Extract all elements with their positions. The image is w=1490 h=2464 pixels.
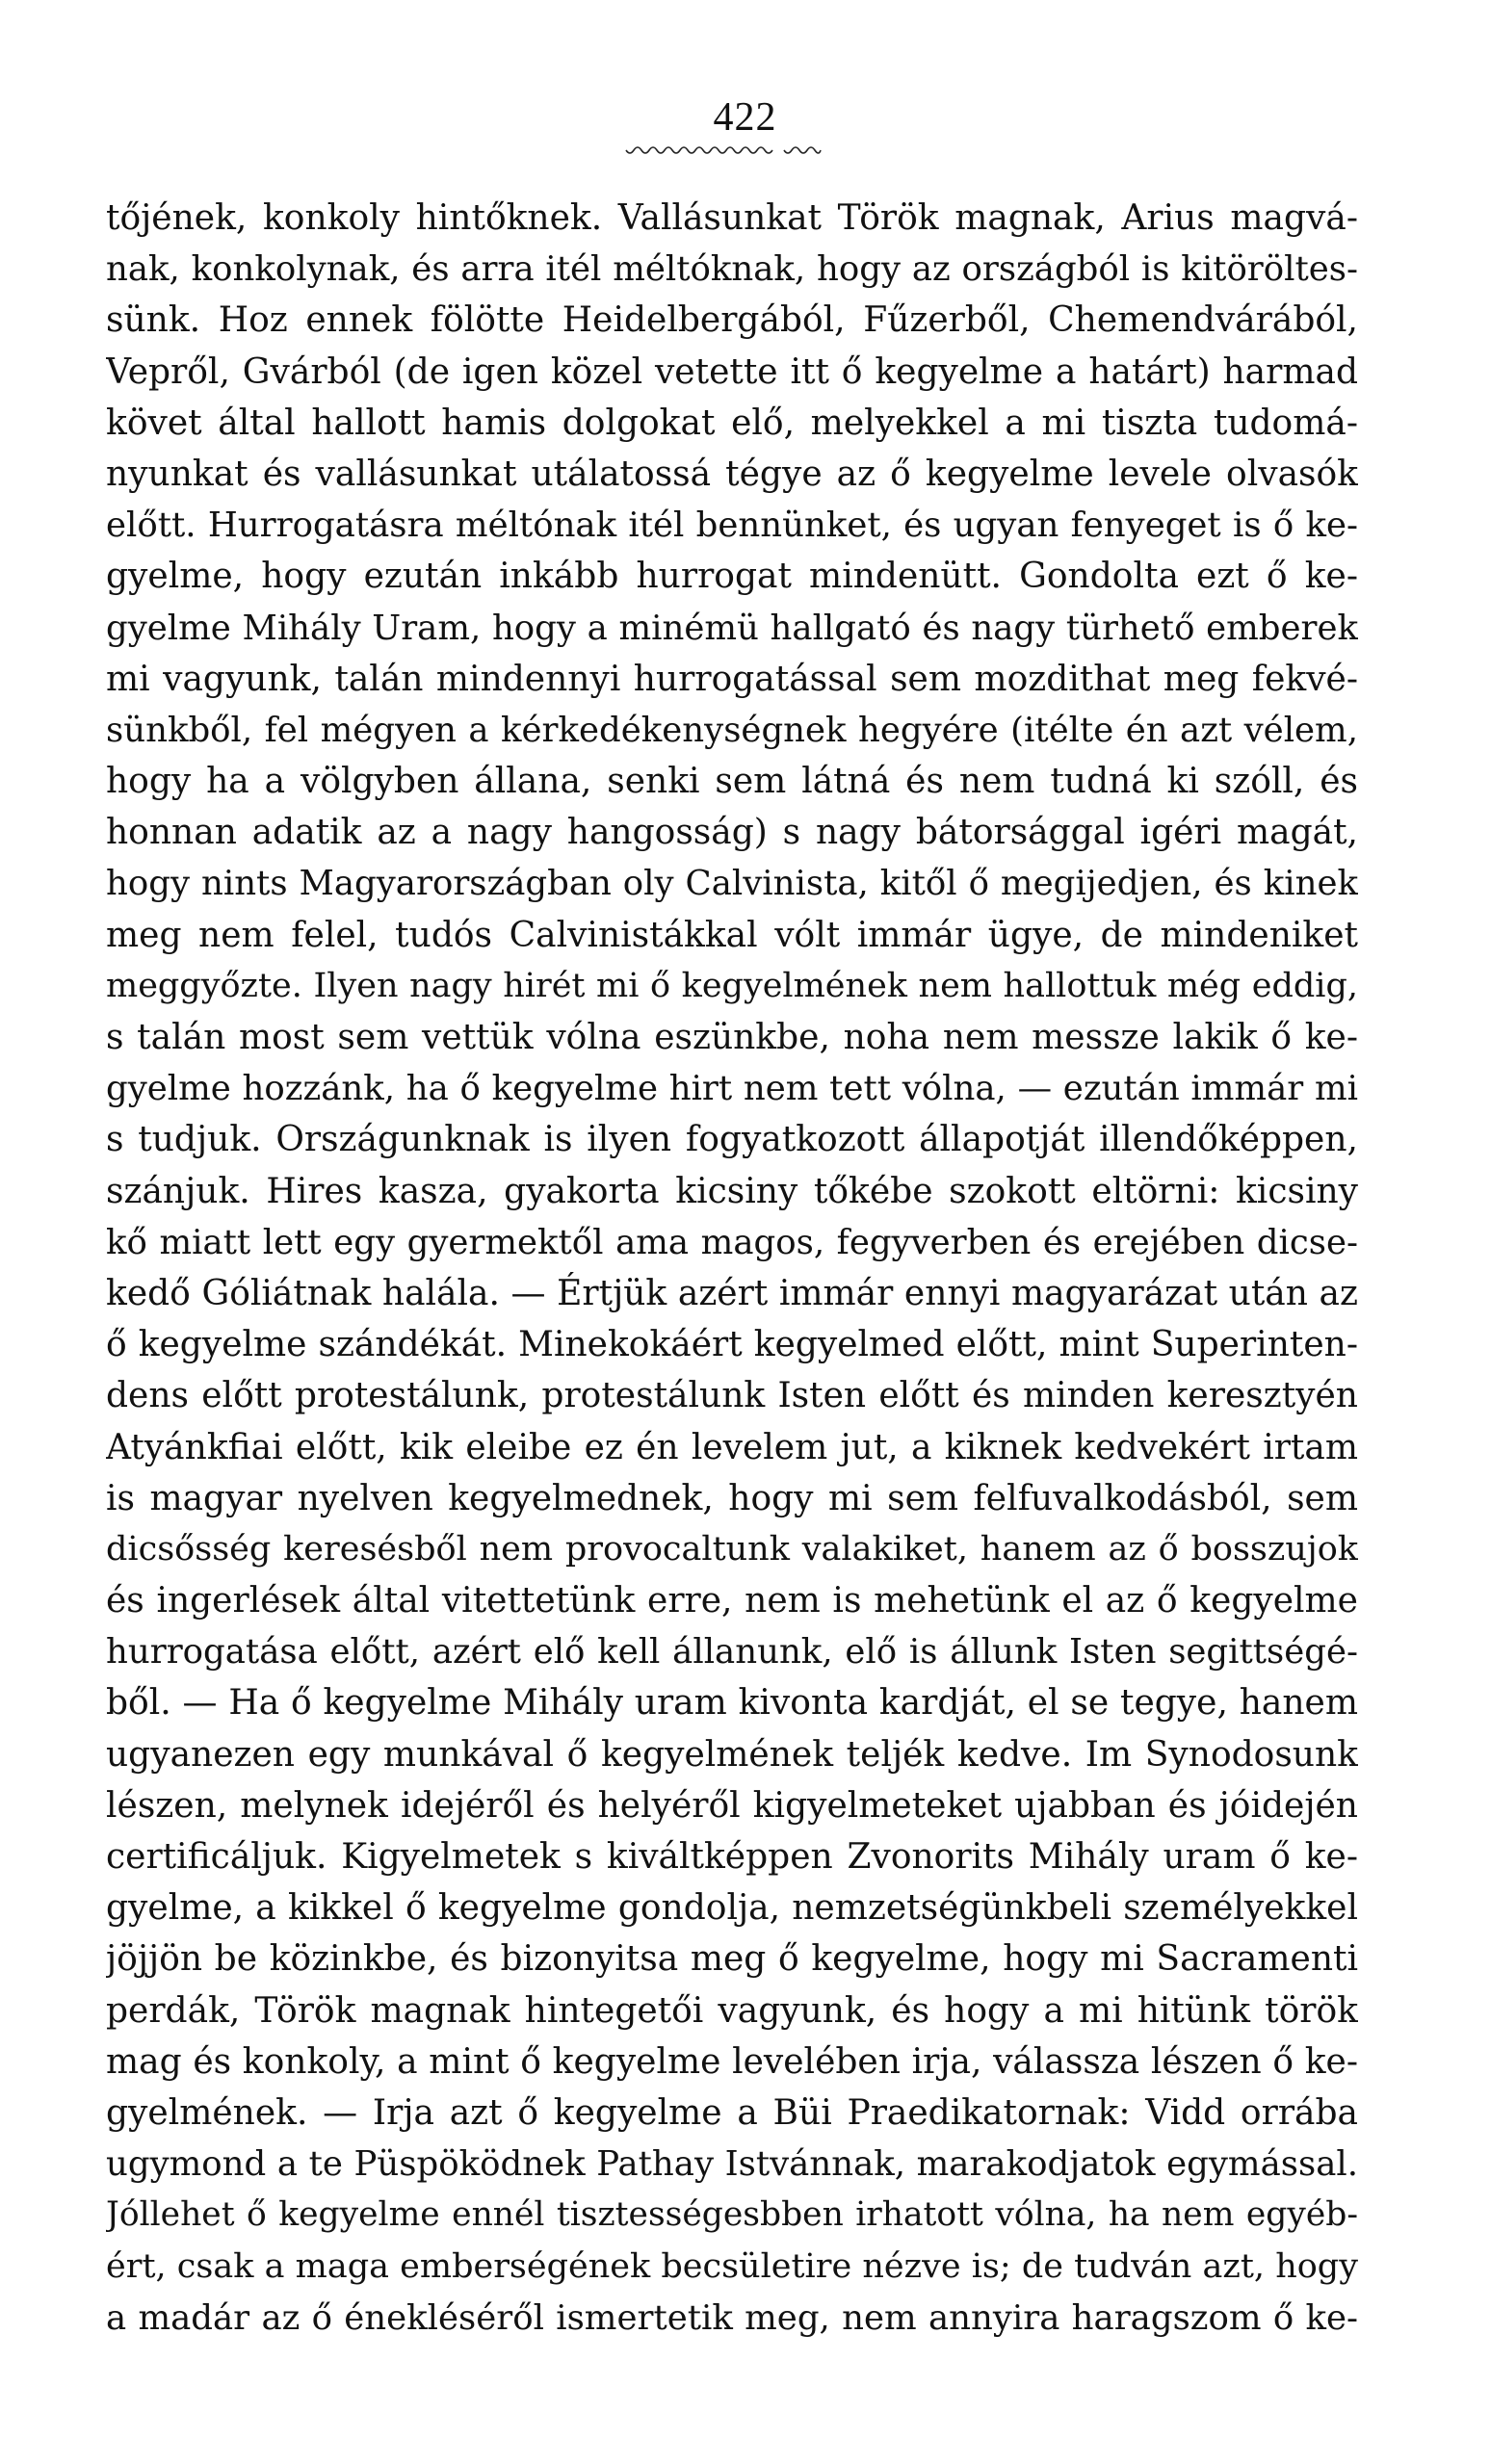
text-line: is magyar nyelven kegyelmednek, hogy mi sem felfuvalkodásból, sem xyxy=(106,1478,1358,1518)
text-line: hogy ha a völgyben állana, senki sem látná és nem tudná ki szóll, és xyxy=(106,762,1358,802)
text-line: szánjuk. Hires kasza, gyakorta kicsiny tőkébe szokott eltörni: kicsiny xyxy=(106,1171,1358,1211)
text-line: kő miatt lett egy gyermektől ama magos, fegyverben és erejében dicse- xyxy=(106,1222,1358,1262)
text-line: honnan adatik az a nagy hangosság) s nagy bátorsággal igéri magát, xyxy=(106,813,1358,853)
text-line: ugymond a te Püspöködnek Pathay Istvánnak, marakodjatok egymással. xyxy=(106,2144,1358,2185)
text-line: meggyőzte. Ilyen nagy hirét mi ő kegyelmének nem hallottuk még eddig, xyxy=(106,966,1358,1005)
page-number: 422 xyxy=(713,95,777,140)
text-line: certificáljuk. Kigyelmetek s kiváltképpen Zvonorits Mihály uram ő ke- xyxy=(106,1837,1358,1877)
text-line: ért, csak a maga emberségének becsületire nézve is; de tudván azt, hogy xyxy=(106,2246,1358,2286)
text-line: nyunkat és vallásunkat utálatossá tégye az ő kegyelme levele olvasók xyxy=(106,454,1358,494)
text-line: s talán most sem vettük vólna eszünkbe, noha nem messze lakik ő ke- xyxy=(106,1018,1358,1057)
text-line: Jóllehet ő kegyelme ennél tisztességesbben irhatott vólna, ha nem egyéb- xyxy=(106,2195,1358,2235)
text-line: tőjének, konkoly hintőknek. Vallásunkat Török magnak, Arius magvá- xyxy=(106,198,1358,238)
text-line: Atyánkfiai előtt, kik eleibe ez én levelem jut, a kiknek kedvekért irtam xyxy=(106,1427,1358,1467)
text-line: dicsősség keresésből nem provocaltunk valakiket, hanem az ő bosszujok xyxy=(106,1529,1358,1569)
text-line: s tudjuk. Országunknak is ilyen fogyatkozott állapotját illendőképpen, xyxy=(106,1120,1358,1160)
text-line: dens előtt protestálunk, protestálunk Isten előtt és minden keresztyén xyxy=(106,1376,1358,1416)
body-text xyxy=(106,193,1358,2344)
text-line: gyelme, hogy ezután inkább hurrogat mindenütt. Gondolta ezt ő ke- xyxy=(106,557,1358,597)
text-line: mag és konkoly, a mint ő kegyelme levelében irja, válassza lészen ő ke- xyxy=(106,2041,1358,2082)
text-line: és ingerlések által vitettetünk erre, nem is mehetünk el az ő kegyelme xyxy=(106,1581,1358,1621)
text-line: hogy nints Magyarországban oly Calvinista, kitől ő megijedjen, és kinek xyxy=(106,864,1358,904)
text-line: mi vagyunk, talán mindennyi hurrogatással sem mozdithat meg fekvé- xyxy=(106,659,1358,699)
text-line: sünkből, fel mégyen a kérkedékenységnek hegyére (itélte én azt vélem, xyxy=(106,710,1358,750)
text-line: perdák, Török magnak hintegetői vagyunk, és hogy a mi hitünk török xyxy=(106,1990,1358,2031)
text-line: gyelmének. — Irja azt ő kegyelme a Büi Praedikatornak: Vidd orrába xyxy=(106,2092,1358,2133)
text-line: előtt. Hurrogatásra méltónak itél bennünket, és ugyan fenyeget is ő ke- xyxy=(106,506,1358,546)
text-line: gyelme, a kikkel ő kegyelme gondolja, nemzetségünkbeli személyekkel xyxy=(106,1888,1358,1929)
text-line: kedő Góliátnak halála. — Értjük azért immár ennyi magyarázat után az xyxy=(106,1273,1358,1313)
text-line: ből. — Ha ő kegyelme Mihály uram kivonta kardját, el se tegye, hanem xyxy=(106,1683,1358,1724)
text-line: jöjjön be közinkbe, és bizonyitsa meg ő kegyelme, hogy mi Sacramenti xyxy=(106,1939,1358,1980)
text-line: sünk. Hoz ennek fölötte Heidelbergából, Fűzerből, Chemendvárából, xyxy=(106,300,1358,341)
text-line: meg nem felel, tudós Calvinistákkal vólt immár ügye, de mindeniket xyxy=(106,915,1358,955)
text-line: követ által hallott hamis dolgokat elő, melyekkel a mi tiszta tudomá- xyxy=(106,402,1358,443)
text-line: Vepről, Gvárból (de igen közel vetette itt ő kegyelme a határt) harmad xyxy=(106,351,1358,392)
text-line: hurrogatása előtt, azért elő kell állanunk, elő is állunk Isten segittségé- xyxy=(106,1632,1358,1673)
text-line: ugyanezen egy munkával ő kegyelmének teljék kedve. Im Synodosunk xyxy=(106,1734,1358,1775)
decorative-wavy-rule xyxy=(624,144,823,160)
text-line: lészen, melynek idejéről és helyéről kigyelmeteket ujabban és jóidején xyxy=(106,1785,1358,1826)
text-line: nak, konkolynak, és arra itél méltóknak, hogy az országból is kitöröltes- xyxy=(106,249,1358,290)
text-line: a madár az ő énekléséről ismertetik meg, nem annyira haragszom ő ke- xyxy=(106,2297,1358,2338)
text-line: ő kegyelme szándékát. Minekokáért kegyelmed előtt, mint Superinten- xyxy=(106,1325,1358,1365)
text-line: gyelme hozzánk, ha ő kegyelme hirt nem tett vólna, — ezután immár mi xyxy=(106,1069,1358,1109)
text-line: gyelme Mihály Uram, hogy a minémü hallgató és nagy türhető emberek xyxy=(106,608,1358,648)
